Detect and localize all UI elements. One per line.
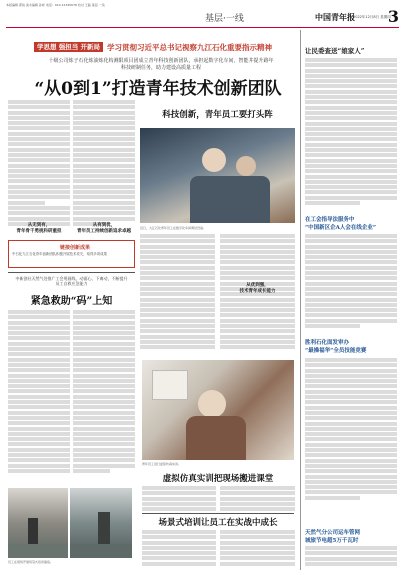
section-headline-emergency: 紧急救助“码”上知	[30, 296, 113, 307]
right-headline-4b: 城旅节电超5万千瓦时	[305, 538, 359, 544]
issue-date: 2022年12月8日 星期四	[353, 15, 391, 19]
feature-banner	[34, 42, 272, 52]
article-column-2	[73, 100, 135, 228]
article-column-1	[8, 100, 70, 228]
box-headline: 链接创新成果	[60, 245, 91, 251]
article-column-9	[142, 530, 216, 570]
article-column-5	[8, 310, 70, 480]
banner-text: 学习贯彻习近平总书记视察九江石化重要指示精神	[107, 42, 273, 52]
header-strip: 本版编辑 郭锐 美术编辑 孙彬 电话：010-12345678 校对 王磊 基层·一线	[6, 3, 105, 7]
newspaper-logo: 中国青年报	[315, 12, 355, 22]
photo-workers-lab	[140, 128, 295, 223]
right-headline-4: 天然气分公司运车管网	[305, 530, 361, 536]
subhead-line-1: 十级公司炼子石化炼油炼化构测限项目团成立青年科技创新团队，承担起数字化车间，智能井提升路年	[48, 58, 274, 64]
subhead-line-2: 科技研制任务，助力建设高质量工程	[120, 65, 201, 71]
page-number: 3	[387, 7, 399, 26]
section-headline-innovation: 科技创新，青年员工要打头阵	[162, 110, 273, 120]
sub-label-1a: 从无到有，	[27, 223, 51, 228]
box-intro: 中石化九江石化青年创新团队积极开展技术攻关，取得多项成果	[12, 252, 107, 256]
photo-field-training-1	[8, 488, 68, 558]
caption-mid-photo: 青年员工进行虚拟仿真实训。	[142, 462, 182, 466]
photo-vr-training	[142, 360, 294, 460]
sub-label-3a: 从优到强，	[246, 283, 269, 288]
section-name: 基层·一线	[205, 14, 244, 24]
sub-label-3b: 技术青年成长能力	[239, 289, 276, 294]
right-article-1	[305, 58, 397, 208]
photo-field-training-2	[70, 488, 132, 558]
right-headline-3b: “最操福华”全员技能竞赛	[305, 348, 367, 354]
header-divider	[6, 27, 399, 28]
divider-field	[142, 513, 294, 514]
divider-emergency	[8, 272, 135, 273]
right-article-3	[305, 358, 397, 518]
masthead	[205, 9, 399, 25]
caption-top-photo: 近日，九江石化青年员工在数字化车间调试设备。	[140, 226, 207, 230]
sub-label-2b: 青年员工持续创新追求卓越	[77, 229, 131, 234]
right-headline-2: 在工会指导法服务中	[305, 217, 355, 223]
right-headline-1: 让民委查送“娘家人”	[305, 47, 365, 55]
article-column-7	[142, 486, 216, 512]
article-column-3	[140, 234, 215, 354]
right-headline-2b: “中国新区企A人会在线企业”	[305, 225, 377, 231]
sub-label-1b: 青年骨干勇挑科研重担	[16, 229, 62, 234]
article-column-10	[220, 530, 295, 570]
sub-label-2a: 从有到优，	[92, 223, 116, 228]
main-headline: “从0到1”打造青年技术创新团队	[34, 79, 282, 99]
article-column-6	[73, 310, 135, 480]
emergency-intro: 中新创社天然气处推广工会用画线、动面心、下离动，不断提升员工自救应急能力	[15, 276, 128, 286]
article-column-8	[220, 486, 295, 512]
caption-bottom-photo: 员工在现场开展场景式培训演练。	[8, 560, 54, 564]
right-article-2	[305, 234, 397, 330]
section-headline-field: 场景式培训让员工在实战中成长	[158, 518, 278, 528]
article-column-4	[220, 234, 295, 354]
right-column-divider	[300, 30, 301, 570]
banner-tag: 学思想 强担当 开新局	[34, 42, 103, 52]
right-headline-3: 胜利石化面发审办	[305, 340, 350, 346]
section-headline-vr: 虚拟仿真实训把现场搬进课堂	[162, 474, 274, 484]
right-article-4	[305, 546, 397, 570]
